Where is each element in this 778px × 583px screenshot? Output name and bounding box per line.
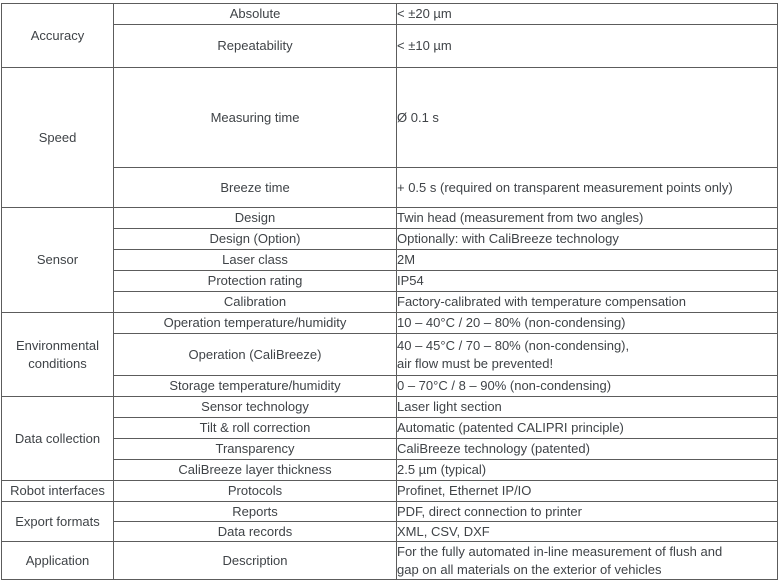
property-cell: Repeatability <box>114 25 397 68</box>
value-line-1: For the fully automated in-line measurement of flush and <box>397 543 723 559</box>
category-cell-export-formats: Export formats <box>2 502 114 542</box>
property-cell: Calibration <box>114 292 397 313</box>
value-line-2: gap on all materials on the exterior of vehicles <box>397 561 662 577</box>
table-row <box>2 292 778 313</box>
table-row <box>2 522 778 542</box>
value-cell: + 0.5 s (required on transparent measurement points only) <box>397 168 778 208</box>
property-cell: Data records <box>114 522 397 542</box>
property-cell: Measuring time <box>114 68 397 168</box>
property-cell: Operation temperature/humidity <box>114 313 397 334</box>
table-row <box>2 313 778 334</box>
table-row <box>2 439 778 460</box>
property-cell: Design <box>114 208 397 229</box>
value-cell: 10 – 40°C / 20 – 80% (non-condensing) <box>397 313 778 334</box>
table-row <box>2 460 778 481</box>
value-cell: Twin head (measurement from two angles) <box>397 208 778 229</box>
value-cell: < ±10 µm <box>397 25 778 68</box>
property-cell: Operation (CaliBreeze) <box>114 334 397 376</box>
table-row <box>2 4 778 25</box>
table-row <box>2 271 778 292</box>
table-row <box>2 481 778 502</box>
table-row <box>2 418 778 439</box>
value-cell: IP54 <box>397 271 778 292</box>
category-cell-sensor: Sensor <box>2 208 114 313</box>
category-cell-application: Application <box>2 542 114 580</box>
property-cell: Sensor technology <box>114 397 397 418</box>
property-cell: CaliBreeze layer thickness <box>114 460 397 481</box>
table-row <box>2 334 778 376</box>
value-cell: Profinet, Ethernet IP/IO <box>397 481 778 502</box>
property-cell: Storage temperature/humidity <box>114 376 397 397</box>
category-cell-data-collection: Data collection <box>2 397 114 481</box>
property-cell: Laser class <box>114 250 397 271</box>
table-row <box>2 397 778 418</box>
table-row <box>2 208 778 229</box>
category-cell-accuracy: Accuracy <box>2 4 114 68</box>
value-line-1: 40 – 45°C / 70 – 80% (non-condensing), <box>397 337 630 353</box>
value-cell <box>397 542 778 580</box>
table-row <box>2 376 778 397</box>
property-cell: Transparency <box>114 439 397 460</box>
table-row <box>2 68 778 168</box>
property-cell: Protection rating <box>114 271 397 292</box>
value-cell: Automatic (patented CALIPRI principle) <box>397 418 778 439</box>
category-cell-robot-interfaces: Robot interfaces <box>2 481 114 502</box>
category-cell-environmental-conditions: Environmental conditions <box>2 313 114 397</box>
value-cell: 2M <box>397 250 778 271</box>
value-cell: 2.5 µm (typical) <box>397 460 778 481</box>
value-cell <box>397 334 778 376</box>
property-cell: Reports <box>114 502 397 522</box>
value-cell: < ±20 µm <box>397 4 778 25</box>
table-row <box>2 25 778 68</box>
table-row <box>2 542 778 580</box>
table-row <box>2 250 778 271</box>
value-cell: 0 – 70°C / 8 – 90% (non-condensing) <box>397 376 778 397</box>
table-row <box>2 168 778 208</box>
property-cell: Tilt & roll correction <box>114 418 397 439</box>
spec-table <box>1 3 778 580</box>
property-cell: Absolute <box>114 4 397 25</box>
property-cell: Description <box>114 542 397 580</box>
table-row <box>2 502 778 522</box>
property-cell: Design (Option) <box>114 229 397 250</box>
value-line-2: air flow must be prevented! <box>397 355 554 371</box>
value-cell: Laser light section <box>397 397 778 418</box>
value-cell: PDF, direct connection to printer <box>397 502 778 522</box>
property-cell: Breeze time <box>114 168 397 208</box>
value-cell: Factory-calibrated with temperature compensation <box>397 292 778 313</box>
table-row <box>2 229 778 250</box>
property-cell: Protocols <box>114 481 397 502</box>
value-cell: XML, CSV, DXF <box>397 522 778 542</box>
value-cell: CaliBreeze technology (patented) <box>397 439 778 460</box>
value-cell: Ø 0.1 s <box>397 68 778 168</box>
category-cell-speed: Speed <box>2 68 114 208</box>
value-cell: Optionally: with CaliBreeze technology <box>397 229 778 250</box>
